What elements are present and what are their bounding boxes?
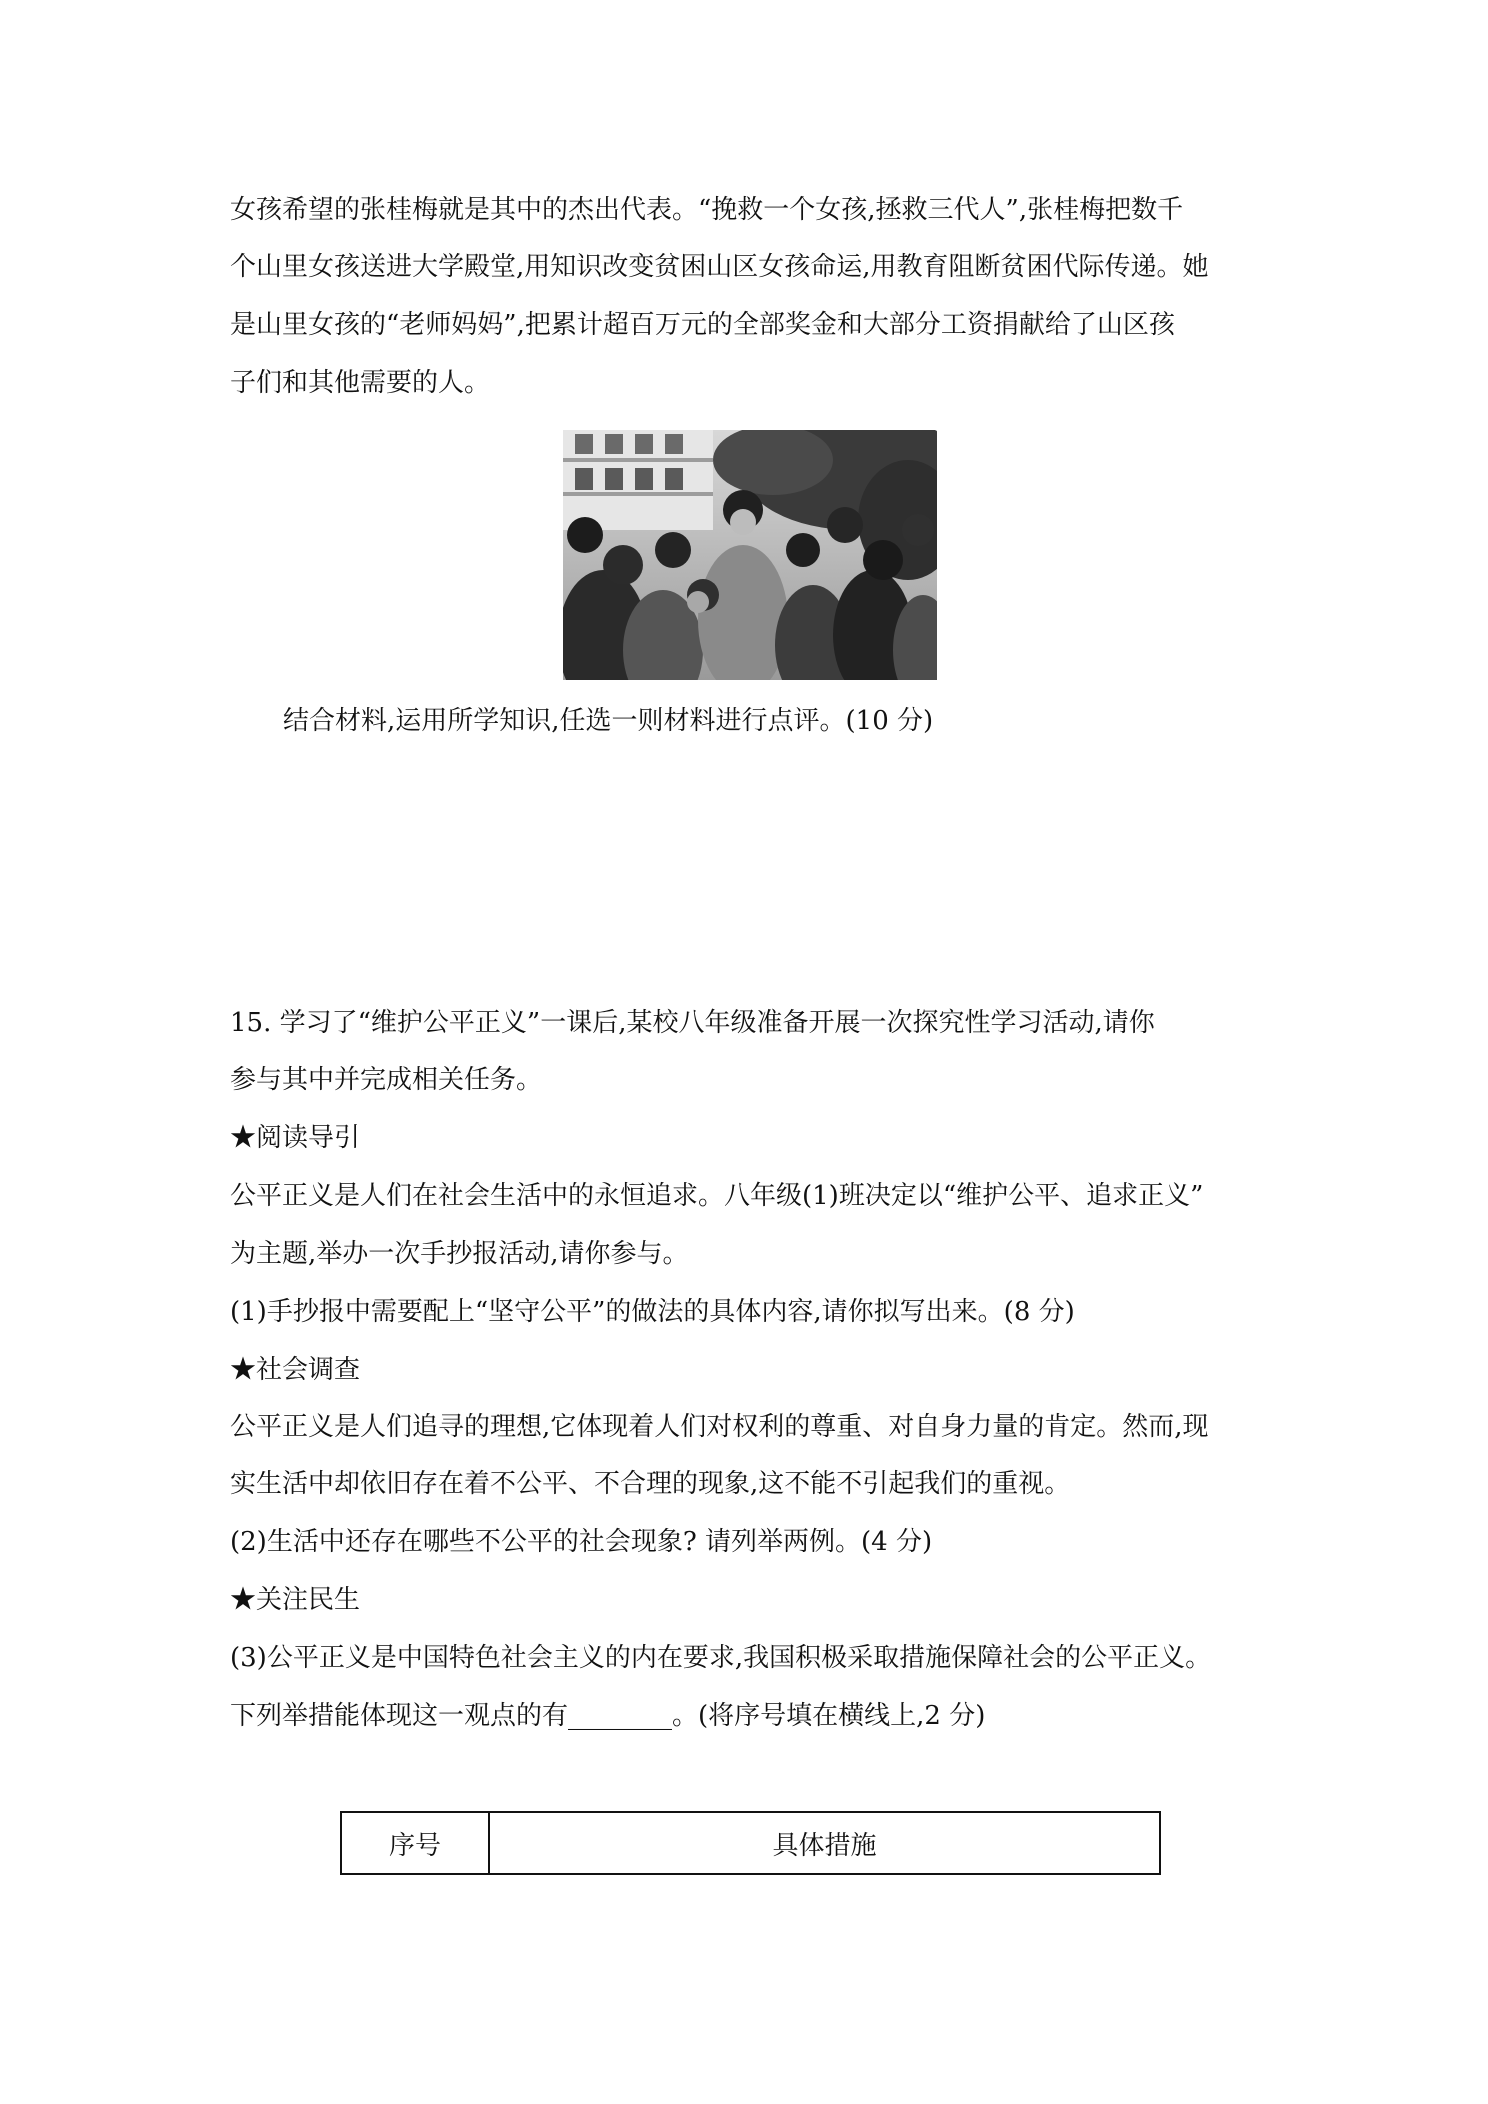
passage-line-4: 子们和其他需要的人。 [230, 368, 491, 398]
q15-subquestion-1: (1)手抄报中需要配上“坚守公平”的做法的具体内容,请你拟写出来。(8 分) [230, 1297, 1075, 1327]
section2-line-1: 公平正义是人们追寻的理想,它体现着人们对权利的尊重、对自身力量的肯定。然而,现 [230, 1412, 1209, 1442]
q15-intro-line-2: 参与其中并完成相关任务。 [230, 1065, 543, 1095]
q15-intro-line-1: 15. 学习了“维护公平正义”一课后,某校八年级准备开展一次探究性学习活动,请你 [230, 1008, 1155, 1038]
table-header-measures: 具体措施 [772, 1830, 877, 1861]
q15-subquestion-2: (2)生活中还存在哪些不公平的社会现象? 请列举两例。(4 分) [230, 1527, 933, 1557]
q15-subquestion-3-line-2: 下列举措能体现这一观点的有________。(将序号填在横线上,2 分) [230, 1701, 986, 1731]
section1-line-1: 公平正义是人们在社会生活中的永恒追求。八年级(1)班决定以“维护公平、追求正义” [230, 1181, 1204, 1211]
section1-line-2: 为主题,举办一次手抄报活动,请你参与。 [230, 1239, 689, 1269]
photo-drawing [563, 430, 937, 680]
section-title-livelihood: ★关注民生 [230, 1585, 361, 1615]
q15-subquestion-3-line-1: (3)公平正义是中国特色社会主义的内在要求,我国积极采取措施保障社会的公平正义。 [230, 1643, 1212, 1673]
section-title-reading-guide: ★阅读导引 [230, 1123, 361, 1153]
passage-line-2: 个山里女孩送进大学殿堂,用知识改变贫困山区女孩命运,用教育阻断贫困代际传递。她 [230, 252, 1209, 282]
table-header-number: 序号 [342, 1813, 490, 1873]
q14-prompt: 结合材料,运用所学知识,任选一则材料进行点评。(10 分) [283, 706, 934, 736]
passage-line-1: 女孩希望的张桂梅就是其中的杰出代表。“挽救一个女孩,拯救三代人”,张桂梅把数千 [230, 195, 1184, 225]
passage-line-3: 是山里女孩的“老师妈妈”,把累计超百万元的全部奖金和大部分工资捐献给了山区孩 [230, 310, 1175, 340]
section2-line-2: 实生活中却依旧存在着不公平、不合理的现象,这不能不引起我们的重视。 [230, 1469, 1071, 1499]
measures-table [340, 1811, 1161, 1875]
teacher-students-photo [563, 430, 937, 680]
section-title-social-survey: ★社会调查 [230, 1355, 361, 1385]
